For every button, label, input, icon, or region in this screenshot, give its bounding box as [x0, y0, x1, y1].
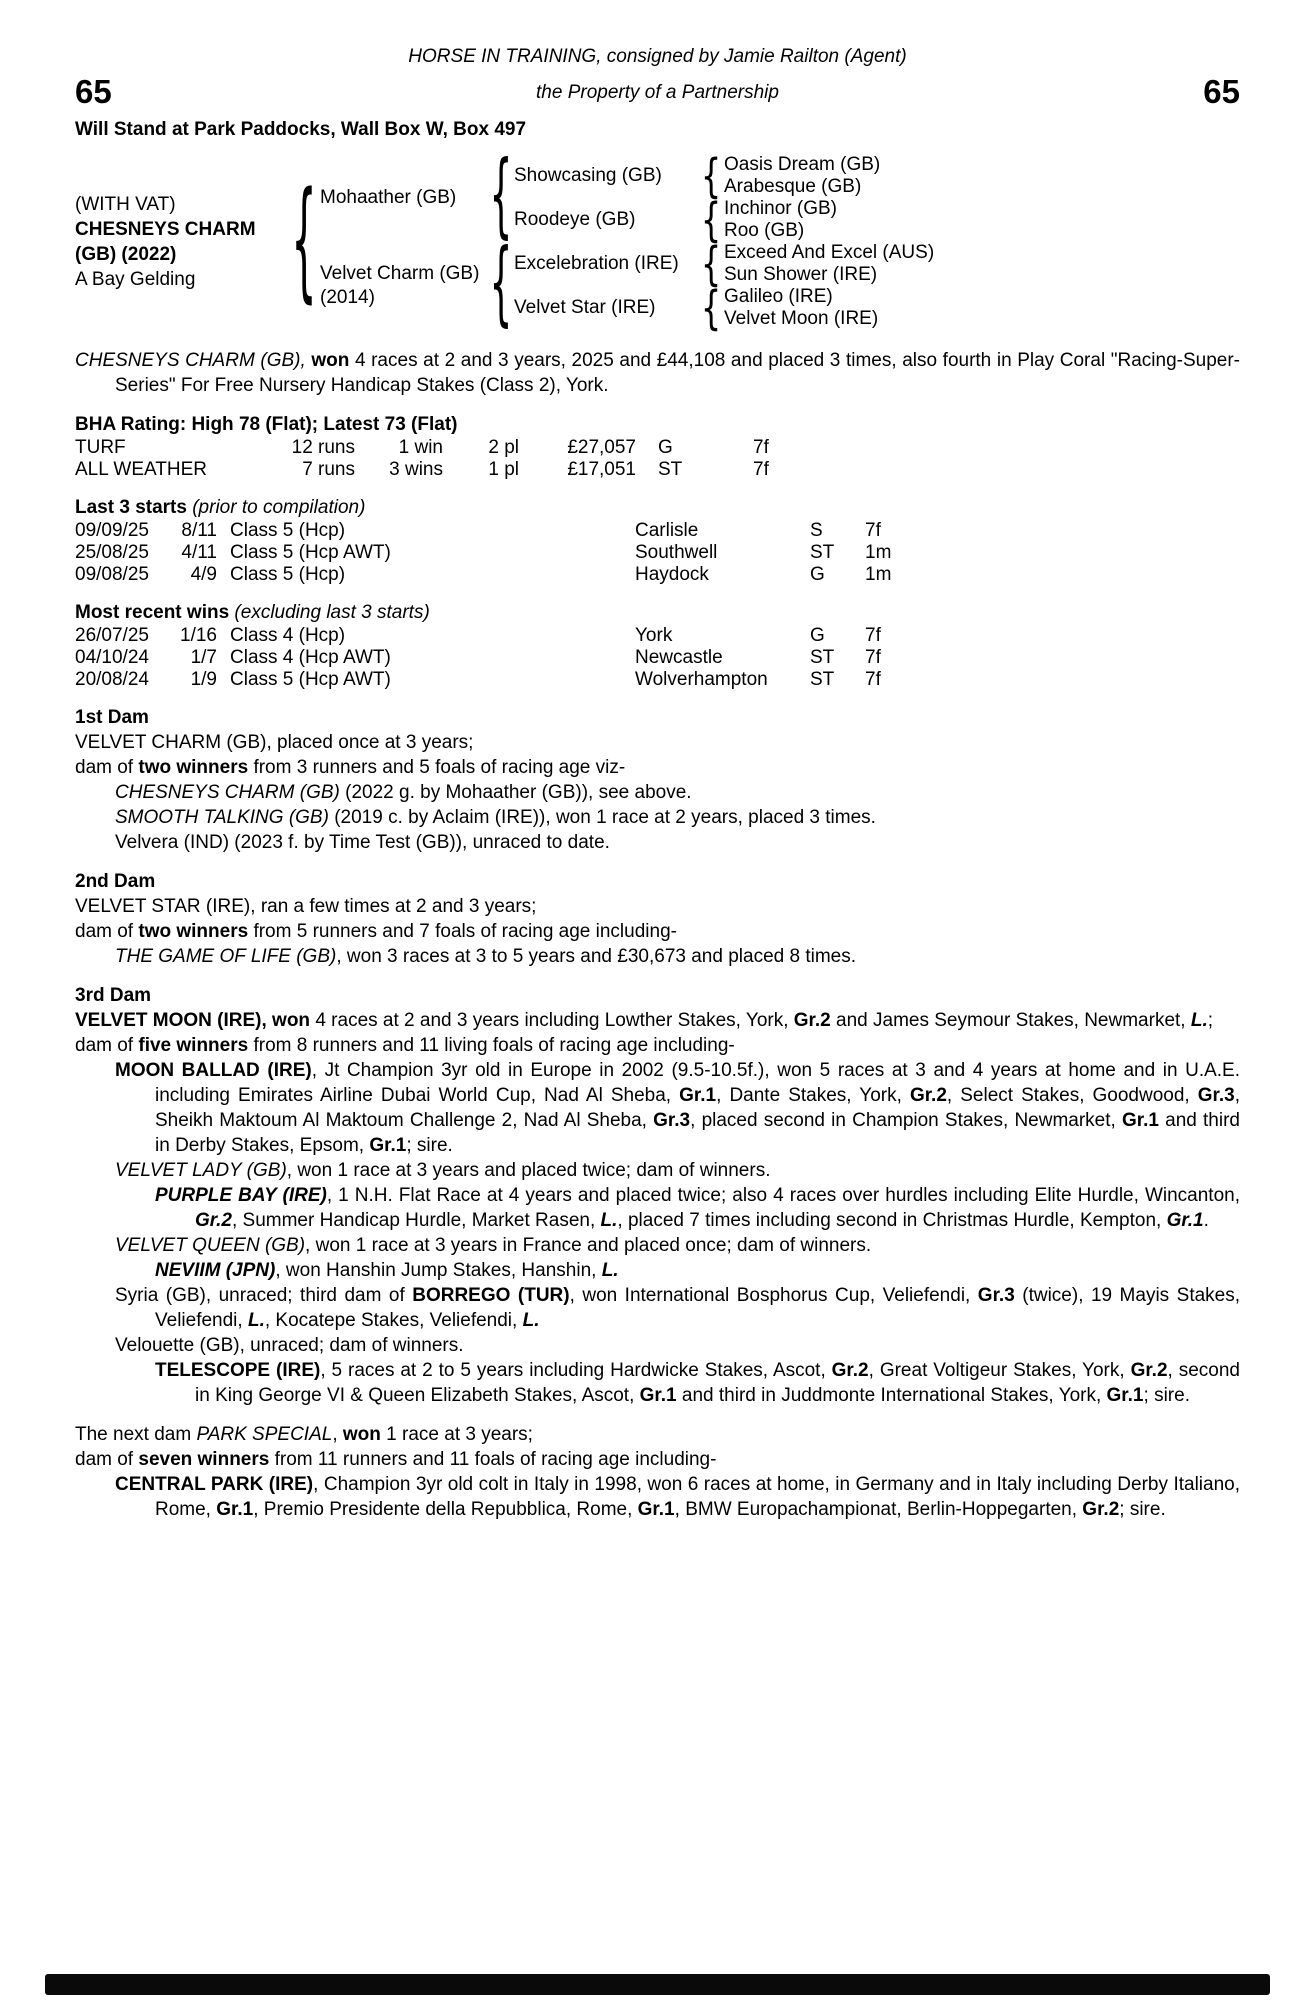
offspring-entry: THE GAME OF LIFE (GB), won 3 races at 3 to 5 years and £30,673 and placed 8 times. [115, 946, 857, 967]
dam-line: VELVET CHARM (GB), placed once at 3 years; [75, 732, 474, 753]
dam-line: VELVET STAR (IRE), ran a few times at 2 and 3 years; [75, 896, 537, 917]
lot-row [75, 71, 1240, 113]
cell-earnings: £27,057 [567, 437, 636, 458]
win-row [75, 669, 1240, 691]
dam-sire-name [514, 242, 698, 286]
bha-rating-line: BHA Rating: High 78 (Flat); Latest 73 (Flat) [75, 414, 458, 435]
pedigree-brace-gg1 [698, 154, 724, 198]
pedigree-brace-sire [488, 154, 514, 242]
cell-date: 04/10/24 [75, 647, 149, 668]
gg-name [724, 198, 1240, 220]
cell-distance: 1m [865, 564, 892, 585]
record-row-all-weather [75, 459, 1240, 481]
dam-dam-text: Velvet Star (IRE) [514, 297, 656, 318]
second-dam-heading: 2nd Dam [75, 871, 156, 892]
subject-description: A Bay Gelding [75, 269, 196, 290]
dam-produce-line: dam of five winners from 8 runners and 11 living foals of racing age including- [75, 1035, 735, 1056]
record-row-turf [75, 437, 1240, 459]
cell-position: 4/11 [181, 542, 217, 563]
win-row [75, 647, 1240, 669]
pedigree-brace-gg3 [698, 242, 724, 286]
cell-surface: ALL WEATHER [75, 459, 207, 480]
cell-wins: 1 win [398, 437, 443, 458]
cell-position: 4/9 [190, 564, 217, 585]
lot-number-left: 65 [75, 73, 112, 110]
cell-position: 1/9 [190, 669, 217, 690]
sire-sire-name [514, 154, 698, 198]
stand-location-line: Will Stand at Park Paddocks, Wall Box W, Box 497 [75, 119, 527, 140]
cell-distance: 7f [753, 459, 769, 480]
pedigree-table [75, 154, 1240, 330]
cell-class: Class 5 (Hcp AWT) [230, 669, 391, 690]
dam-produce-line: dam of two winners from 3 runners and 5 foals of racing age viz- [75, 757, 626, 778]
offspring-entry: SMOOTH TALKING (GB) (2019 c. by Aclaim (IRE)), won 1 race at 2 years, placed 3 times. [115, 807, 876, 828]
cell-distance: 7f [865, 520, 881, 541]
cell-class: Class 4 (Hcp) [230, 625, 346, 646]
last-starts-title: Last 3 starts [75, 497, 187, 518]
cell-runs: 12 runs [291, 437, 355, 458]
pedigree-brace-main [288, 154, 320, 330]
gg-name-text: Galileo (IRE) [724, 286, 833, 307]
with-vat-label: (WITH VAT) [75, 194, 176, 215]
pedigree-brace-dam [488, 242, 514, 330]
offspring-entry: MOON BALLAD (IRE), Jt Champion 3yr old in Europe in 2002 (9.5-10.5f.), won 5 races at 3 and 4 years at home and in U.A.E. including Emirates Airline Dubai World Cup, Nad Al Sheba, Gr.1, Dante Stakes, York, Gr.2, Select Stakes, Goodwood, Gr.3, Sheikh Maktoum Al Maktoum Challenge 2, Nad Al Sheba, Gr.3, placed second in Champion Stakes, Newmarket, Gr.1 and third in Derby Stakes, Epsom, Gr.1; sire. [115, 1060, 1241, 1156]
cell-date: 26/07/25 [75, 625, 149, 646]
dam-produce-line: dam of two winners from 5 runners and 7 foals of racing age including- [75, 921, 677, 942]
dam-produce-line: dam of seven winners from 11 runners and 11 foals of racing age including- [75, 1449, 717, 1470]
cell-going: G [810, 625, 825, 646]
cell-distance: 7f [865, 625, 881, 646]
last-starts-heading [75, 495, 1240, 520]
gg-name-text: Arabesque (GB) [724, 176, 862, 197]
cell-date: 25/08/25 [75, 542, 149, 563]
offspring-entry: VELVET LADY (GB), won 1 race at 3 years and placed twice; dam of winners. [115, 1160, 771, 1181]
next-dam-line: The next dam PARK SPECIAL, won 1 race at 3 years; [75, 1424, 533, 1445]
cell-earnings: £17,051 [567, 459, 636, 480]
cell-date: 09/09/25 [75, 520, 149, 541]
cell-distance: 7f [865, 669, 881, 690]
subject-block [75, 154, 288, 330]
property-line: the Property of a Partnership [536, 81, 779, 103]
gg-name-text: Sun Shower (IRE) [724, 264, 878, 285]
offspring-entry: CENTRAL PARK (IRE), Champion 3yr old colt in Italy in 1998, won 6 races at home, in Germany and in Italy including Derby Italiano, Rome, Gr.1, Premio Presidente della Repubblica, Rome, Gr.1, BMW Europachampionat, Berlin-Hoppegarten, Gr.2; sire. [115, 1474, 1240, 1520]
cell-places: 1 pl [488, 459, 519, 480]
start-row [75, 520, 1240, 542]
cell-venue: Wolverhampton [635, 669, 768, 690]
start-row [75, 542, 1240, 564]
subject-name: CHESNEYS CHARM [75, 219, 256, 240]
consignment-line: HORSE IN TRAINING, consigned by Jamie Railton (Agent) [408, 46, 907, 67]
cell-position: 8/11 [181, 520, 217, 541]
gg-name [724, 242, 1240, 264]
gg-name [724, 220, 1240, 242]
gg-name [724, 308, 1240, 330]
cell-venue: York [635, 625, 673, 646]
cell-position: 1/16 [180, 625, 217, 646]
sire-dam-text: Roodeye (GB) [514, 209, 636, 230]
cell-distance: 1m [865, 542, 892, 563]
cell-venue: Carlisle [635, 520, 699, 541]
cell-going: G [658, 437, 673, 458]
subject-name-suffix: (GB) (2022) [75, 244, 177, 265]
cell-position: 1/7 [190, 647, 217, 668]
page-edge-bar [45, 1974, 1270, 1995]
cell-venue: Haydock [635, 564, 709, 585]
cell-class: Class 5 (Hcp) [230, 564, 346, 585]
gg-name-text: Inchinor (GB) [724, 198, 837, 219]
cell-going: ST [810, 669, 835, 690]
dam-sire-text: Excelebration (IRE) [514, 253, 679, 274]
dam-block [320, 242, 488, 330]
sire-dam-name [514, 198, 698, 242]
sire-name-text: Mohaather (GB) [320, 187, 457, 208]
cell-surface: TURF [75, 437, 126, 458]
sire-name [320, 154, 488, 242]
offspring-entry: CHESNEYS CHARM (GB) (2022 g. by Mohaather (GB)), see above. [115, 782, 692, 803]
cell-venue: Southwell [635, 542, 718, 563]
offspring-entry: Syria (GB), unraced; third dam of BORREGO (TUR), won International Bosphorus Cup, Veliefendi, Gr.3 (twice), 19 Mayis Stakes, Veliefendi, L., Kocatepe Stakes, Veliefendi, L. [115, 1285, 1241, 1331]
gg-name [724, 154, 1240, 176]
pedigree-brace-gg4 [698, 286, 724, 330]
sire-sire-text: Showcasing (GB) [514, 165, 662, 186]
recent-wins-title: Most recent wins [75, 602, 230, 623]
offspring-entry: Velouette (GB), unraced; dam of winners. [115, 1335, 464, 1356]
cell-distance: 7f [865, 647, 881, 668]
cell-places: 2 pl [488, 437, 519, 458]
cell-class: Class 5 (Hcp) [230, 520, 346, 541]
cell-runs: 7 runs [302, 459, 355, 480]
offspring-entry: VELVET QUEEN (GB), won 1 race at 3 years in France and placed once; dam of winners. [115, 1235, 872, 1256]
pedigree-brace-gg2 [698, 198, 724, 242]
cell-going: S [810, 520, 823, 541]
dam-line: VELVET MOON (IRE), won 4 races at 2 and 3 years including Lowther Stakes, York, Gr.2 and James Seymour Stakes, Newmarket, L.; [75, 1010, 1214, 1031]
cell-date: 20/08/24 [75, 669, 149, 690]
cell-wins: 3 wins [389, 459, 443, 480]
gg-name-text: Roo (GB) [724, 220, 805, 241]
offspring-entry: PURPLE BAY (IRE), 1 N.H. Flat Race at 4 years and placed twice; also 4 races over hurdles including Elite Hurdle, Wincanton, Gr.2, Summer Handicap Hurdle, Market Rasen, L., placed 7 times including second in Christmas Hurdle, Kempton, Gr.1. [155, 1185, 1240, 1231]
cell-going: ST [658, 459, 683, 480]
offspring-entry: TELESCOPE (IRE), 5 races at 2 to 5 years including Hardwicke Stakes, Ascot, Gr.2, Great Voltigeur Stakes, York, Gr.2, second in King George VI & Queen Elizabeth Stakes, Ascot, Gr.1 and third in Juddmonte International Stakes, York, Gr.1; sire. [155, 1360, 1241, 1406]
cell-date: 09/08/25 [75, 564, 149, 585]
gg-name [724, 264, 1240, 286]
cell-distance: 7f [753, 437, 769, 458]
lot-number-right: 65 [1203, 73, 1240, 110]
cell-going: G [810, 564, 825, 585]
cell-going: ST [810, 647, 835, 668]
gg-name-text: Exceed And Excel (AUS) [724, 242, 935, 263]
gg-name [724, 286, 1240, 308]
dam-dam-name [514, 286, 698, 330]
offspring-entry: NEVIIM (JPN), won Hanshin Jump Stakes, Hanshin, L. [155, 1260, 619, 1281]
race-record-paragraph: CHESNEYS CHARM (GB), won 4 races at 2 and 3 years, 2025 and £44,108 and placed 3 times, also fourth in Play Coral "Racing-Super-Series" For Free Nursery Handicap Stakes (Class 2), York. [75, 350, 1241, 396]
gg-name-text: Oasis Dream (GB) [724, 154, 881, 175]
recent-wins-note: (excluding last 3 starts) [229, 602, 430, 623]
first-dam-heading: 1st Dam [75, 707, 149, 728]
gg-name-text: Velvet Moon (IRE) [724, 308, 879, 329]
cell-going: ST [810, 542, 835, 563]
gg-name [724, 176, 1240, 198]
cell-class: Class 5 (Hcp AWT) [230, 542, 391, 563]
win-row [75, 625, 1240, 647]
start-row [75, 564, 1240, 586]
third-dam-heading: 3rd Dam [75, 985, 152, 1006]
last-starts-note: (prior to compilation) [186, 497, 366, 518]
offspring-entry: Velvera (IND) (2023 f. by Time Test (GB)), unraced to date. [115, 832, 610, 853]
cell-class: Class 4 (Hcp AWT) [230, 647, 391, 668]
recent-wins-heading [75, 600, 1240, 625]
dam-name: Velvet Charm (GB) [320, 263, 480, 284]
dam-year: (2014) [320, 287, 375, 308]
cell-venue: Newcastle [635, 647, 723, 668]
